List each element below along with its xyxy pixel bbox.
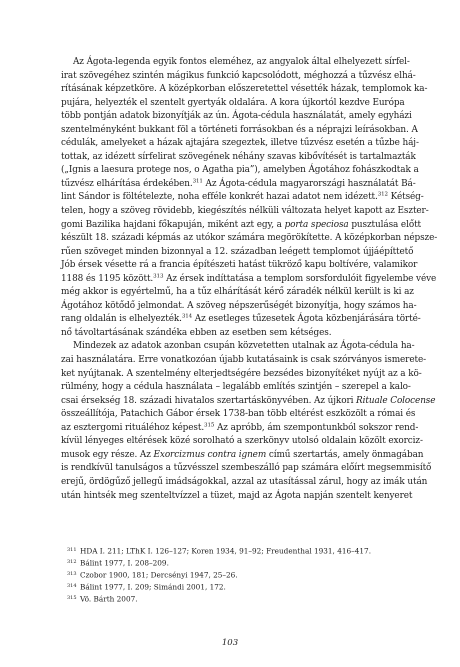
text-line — [61, 476, 428, 490]
text-run: készült 18. századi képmás az utókor számára megörökítette. A középkorban népsze- — [61, 233, 438, 244]
text-run: rülmény, hogy a cédula használata – legalább említés szintjén – szerepel a kalo- — [61, 382, 411, 393]
text-line — [61, 56, 410, 70]
text-run: Az érsek indíttatása a templom sorsfordulóit figyelembe véve — [163, 273, 437, 284]
text-line — [61, 97, 405, 111]
text-run: Mindezek az adatok azonban csupán közvetetten utalnak az Ágota-cédula ha- — [73, 341, 415, 352]
text-run: az esztergomi rituáléhoz képest. — [61, 422, 205, 433]
text-line — [61, 110, 412, 124]
main-text — [61, 56, 438, 503]
text-run: több pontján adatok bizonyítják az ún. Ágota-cédula használatát, amely egyházi — [61, 111, 412, 122]
text-line — [61, 354, 426, 368]
footnote-text: HDA I. 211; LThK I. 126–127; Koren 1934, 91–92; Freudenthal 1931, 416–417. — [80, 546, 372, 556]
text-run: cédulák, amelyeket a házak ajtajára szegeztek, illetve tűzvész esetén a tűzbe háj- — [61, 138, 419, 149]
text-run: Az esetleges tűzesetek Ágota közbenjárására törté- — [192, 314, 421, 325]
text-line — [61, 300, 417, 314]
text-run: pusztulása előtt — [348, 219, 422, 230]
text-line — [61, 408, 416, 422]
text-line — [61, 137, 419, 151]
text-run: Az Ágota-cédula magyarországi használatát Bá- — [202, 178, 416, 189]
italic-term: Rituale Colocense — [356, 395, 436, 406]
text-line — [61, 313, 421, 327]
footnote-reference: 315 — [204, 422, 215, 429]
text-run: rításának képzetköre. A középkorban előszeretettel vésették házak, templomok ka- — [61, 84, 428, 95]
text-run: nő távoltartásának szándéka ebben az esetben sem kétséges. — [61, 327, 332, 338]
footnote — [67, 581, 397, 593]
footnote-number: 312 — [67, 559, 77, 566]
italic-term: porta speciosa — [284, 219, 349, 230]
text-line — [61, 151, 416, 165]
text-run: Az apróbb, ám szempontunkból sokszor rend- — [214, 422, 419, 433]
text-run: zai használatára. Erre vonatkozóan újabb kutatásaink is csak szórványos ismerete- — [61, 355, 426, 366]
text-run: gomi Bazilika hajdani főkapuján, miként azt egy, a — [61, 219, 285, 230]
text-run: kívül lényeges eltérések közé sorolható a szerkönyv utolsó oldalain közölt exorciz- — [61, 436, 423, 447]
text-line — [61, 422, 419, 436]
footnote-number: 313 — [67, 571, 77, 578]
text-line — [61, 83, 428, 97]
text-line — [61, 273, 437, 287]
text-line — [61, 286, 414, 300]
text-run: rűen szöveget minden bizonnyal a 12. században leégett templomot újjáépíttető — [61, 246, 414, 257]
footnote-reference: 311 — [192, 178, 203, 185]
text-run: még akkor is egyértelmű, ha a tűz elhárítását kérő záradék nélkül került is ki az — [61, 287, 414, 298]
paragraph — [61, 56, 438, 340]
text-run: tűzvész elhárítása érdekében. — [61, 178, 193, 189]
footnote-text: Vö. Bárth 2007. — [80, 594, 138, 604]
text-run: csai érsekség 18. századi hivatalos szertartáskönyvében. Az újkori — [61, 395, 357, 406]
footnote-reference: 312 — [377, 191, 388, 198]
text-line — [61, 164, 419, 178]
text-run: telen, hogy a szöveg rövidebb, kiegészítés nélküli változata helyet kapott az Eszter- — [61, 206, 429, 217]
text-run: pujára, helyezték el szentelt gyertyák oldalára. A kora újkortól kezdve Európa — [61, 97, 405, 108]
text-line — [61, 191, 424, 205]
text-line — [61, 435, 423, 449]
text-line — [61, 219, 422, 233]
footnote — [67, 569, 397, 581]
italic-term: Exorcizmus contra ignem — [153, 449, 267, 460]
text-run: is rendkívül tanulságos a tűzvésszel szembeszálló pap számára előírt megsemmisítő — [61, 463, 432, 474]
text-line — [61, 205, 429, 219]
text-line — [61, 232, 438, 246]
text-run: lint Sándor is föltételezte, noha efféle konkrét hazai adatot nem idézett. — [61, 192, 378, 203]
text-run: tottak, az idézett sírfelirat szövegének néhány szavas kibővítését is tartalmazták — [61, 151, 416, 162]
footnote — [67, 557, 397, 569]
text-run: Kétség- — [387, 192, 424, 203]
text-line — [61, 327, 398, 341]
paragraph — [61, 340, 436, 503]
page-number: 103 — [221, 638, 239, 648]
text-line — [61, 70, 416, 84]
text-run: című szertartás, amely önmagában — [266, 449, 424, 460]
footnote-reference: 314 — [181, 313, 193, 320]
text-run: Ágotához kötődő jelmondat. A szöveg népszerűségét bizonyítja, hogy számos ha- — [61, 300, 417, 311]
text-line — [61, 395, 436, 409]
footnote-text: Bálint 1977, I. 209; Simándi 2001, 172. — [80, 582, 226, 592]
text-line — [61, 462, 432, 476]
text-line — [61, 381, 411, 395]
text-line — [61, 340, 415, 354]
text-line — [61, 124, 418, 138]
footnote-number: 315 — [67, 595, 77, 602]
footnote-reference: 313 — [153, 273, 164, 280]
text-run: erejű, ördögűző jellegű imádságokkal, azzal az utasítással zárul, hogy az imák után — [61, 476, 428, 487]
text-line — [61, 259, 418, 273]
text-line — [61, 490, 413, 504]
text-run: összeállítója, Patachich Gábor érsek 1738-ban több eltérést eszközölt a római és — [61, 409, 416, 420]
footnote-text: Bálint 1977, I. 208–209. — [80, 558, 169, 568]
text-run: ket nyújtanak. A szentelmény elterjedtségére bezsédes bizonyítéket nyújt az a kö- — [61, 368, 422, 379]
footnote-number: 311 — [67, 547, 77, 553]
footnote — [67, 593, 397, 605]
footnotes — [67, 545, 397, 605]
text-line — [61, 178, 416, 192]
text-run: musok egy része. Az — [61, 449, 154, 460]
text-line — [61, 368, 422, 382]
footnote-number: 314 — [67, 583, 77, 590]
text-line — [61, 246, 414, 260]
text-run: Jób érsek vésette rá a francia építészeti hatást tükröző kapu boltívére, valamikor — [61, 260, 418, 271]
text-run: szentelményként bukkant föl a történeti forrásokban és a néprajzi leírásokban. A — [61, 124, 418, 135]
text-run: rang oldalán is elhelyezték. — [61, 314, 182, 325]
text-run: 1188 és 1195 között. — [61, 273, 154, 284]
text-run: után hintsék meg szenteltvízzel a tüzet, majd az Ágota napján szentelt kenyeret — [61, 490, 413, 501]
text-line — [61, 449, 424, 463]
text-run: Az Ágota-legenda egyik fontos eleméhez, az angyalok által elhelyezett sírfel- — [73, 57, 410, 67]
footnote — [67, 545, 397, 557]
text-run: irat szövegéhez szintén mágikus funkció kapcsolódott, méghozzá a tűzvész elhá- — [61, 70, 416, 81]
text-run: („Ignis a laesura protege nos, o Agatha pia”), amelyben Ágotához fohászkodtak a — [61, 165, 419, 176]
footnote-text: Czobor 1900, 181; Dercsényi 1947, 25–26. — [80, 570, 238, 580]
